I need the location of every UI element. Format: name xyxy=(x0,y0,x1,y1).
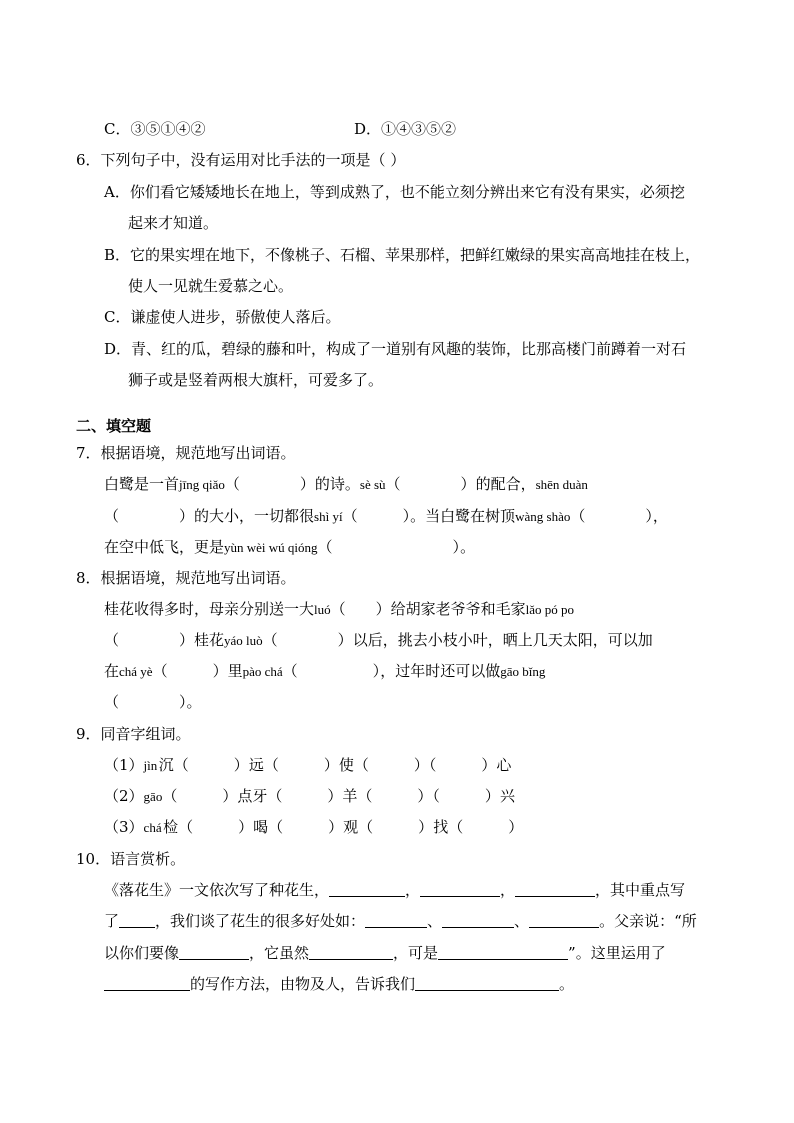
q8-text: 里 xyxy=(227,662,243,680)
q10-text: ，它虽然 xyxy=(249,944,310,962)
row-label: （3） xyxy=(104,818,144,836)
answer-blank[interactable]: （ ） xyxy=(267,787,343,805)
answer-blank[interactable]: （ ） xyxy=(342,507,411,525)
q9-row-2 xyxy=(104,787,515,806)
answer-blank[interactable] xyxy=(438,945,568,960)
q10-punct: 、 xyxy=(427,912,443,930)
answer-blank[interactable] xyxy=(119,913,155,928)
answer-blank[interactable]: （ ） xyxy=(353,756,429,774)
q10-line2 xyxy=(104,912,697,930)
q5-option-d: D．①④③⑤② xyxy=(354,120,457,138)
q10-line1 xyxy=(104,881,685,899)
answer-blank[interactable]: （ ） xyxy=(357,787,433,805)
q6-option-d-line2: 狮子或是竖着两根大旗杆，可爱多了。 xyxy=(128,371,384,389)
pinyin-prompt: gāo bǐng xyxy=(500,664,546,679)
q10-text: 了 xyxy=(104,912,120,930)
q8-text: 桂花 xyxy=(194,631,225,649)
q6-option-d-line1: D．青、红的瓜，碧绿的藤和叶，构成了一道别有风趣的装饰，比那高楼门前蹲着一对石 xyxy=(104,340,687,358)
answer-blank[interactable]: （ ） xyxy=(224,475,315,493)
answer-blank[interactable]: （ ） xyxy=(448,818,524,836)
q7-line1 xyxy=(104,475,588,494)
answer-blank[interactable]: （ ） xyxy=(268,818,344,836)
answer-blank[interactable]: （ ） xyxy=(104,693,187,711)
pinyin-prompt: gāo xyxy=(143,789,163,804)
word-char: 沉 xyxy=(158,756,174,774)
pinyin-prompt: luó xyxy=(314,602,331,617)
answer-blank[interactable]: （ ） xyxy=(385,475,476,493)
q8-text: ，过年时还可以做 xyxy=(380,662,501,680)
row-label: （1） xyxy=(104,756,144,774)
pinyin-prompt: chá yè xyxy=(119,664,153,679)
q7-stem: 7．根据语境，规范地写出词语。 xyxy=(76,444,296,462)
q7-line2: （ ）的大小，一切都很shì yí（ ）。当白鹭在树顶wàng shào（ ）， xyxy=(104,507,668,525)
answer-blank[interactable]: （ ） xyxy=(570,507,653,525)
q7-text: 的诗。 xyxy=(314,475,360,493)
pinyin-prompt: shēn duàn xyxy=(535,477,588,492)
row-label: （2） xyxy=(104,787,144,805)
q6-option-c: C．谦虚使人进步，骄傲使人落后。 xyxy=(104,308,341,326)
answer-blank[interactable]: （ ） xyxy=(178,818,254,836)
word-char: 牙 xyxy=(252,787,268,805)
q10-text: ，我们谈了花生的很多好处如： xyxy=(155,912,366,930)
q7-text: 的大小，一切都很 xyxy=(194,507,315,525)
answer-blank[interactable] xyxy=(420,882,500,897)
q7-text: 的配合， xyxy=(475,475,536,493)
q10-text: 的写作方法，由物及人，告诉我们 xyxy=(190,975,416,993)
q6-option-a-line2: 起来才知道。 xyxy=(128,214,219,232)
q6-stem: 6．下列句子中，没有运用对比手法的一项是（ ） xyxy=(76,151,406,169)
word-char: 观 xyxy=(343,818,359,836)
word-char: 使 xyxy=(338,756,354,774)
answer-blank[interactable]: （ ） xyxy=(432,787,500,805)
q9-row-1 xyxy=(104,756,511,775)
q10-punct: ， xyxy=(405,881,421,899)
pinyin-prompt: chá xyxy=(143,820,162,835)
answer-blank[interactable]: （ ） xyxy=(173,756,249,774)
q7-text: 。当白鹭在树顶 xyxy=(410,507,516,525)
q10-stem: 10．语言赏析。 xyxy=(76,850,186,868)
word-char: 心 xyxy=(496,756,512,774)
q10-punct: ， xyxy=(500,881,516,899)
q7-text: 白鹭是一首 xyxy=(104,475,180,493)
answer-blank[interactable] xyxy=(515,882,595,897)
q10-line3 xyxy=(104,944,666,962)
pinyin-prompt: yáo luò xyxy=(224,633,263,648)
pinyin-prompt: yùn wèi wú qióng xyxy=(224,540,318,555)
q8-text: 给胡家老爷爷和毛家 xyxy=(390,600,526,618)
answer-blank[interactable] xyxy=(365,913,427,928)
q8-stem: 8．根据语境，规范地写出词语。 xyxy=(76,569,296,587)
q10-text: ，可是 xyxy=(393,944,439,962)
answer-blank[interactable] xyxy=(309,945,393,960)
q10-text: ，其中重点写 xyxy=(595,881,686,899)
q9-stem: 9．同音字组词。 xyxy=(76,725,191,743)
pinyin-prompt: lǎo pó po xyxy=(525,602,575,617)
q10-text: 《落花生》一文依次写了种花生， xyxy=(104,881,330,899)
q6-option-b-line2: 使人一见就生爱慕之心。 xyxy=(128,277,294,295)
pinyin-prompt: jīng qiǎo xyxy=(179,477,225,492)
answer-blank[interactable] xyxy=(329,882,405,897)
q8-text: 桂花收得多时，母亲分别送一大 xyxy=(104,600,315,618)
q8-text: 以后，挑去小枝小叶，晒上几天太阳，可以加 xyxy=(352,631,653,649)
answer-blank[interactable]: （ ） xyxy=(263,756,339,774)
word-char: 找 xyxy=(433,818,449,836)
answer-blank[interactable]: （ ） xyxy=(152,662,228,680)
q5-option-c: C．③⑤①④② xyxy=(104,120,206,138)
word-char: 检 xyxy=(163,818,179,836)
q7-line3: 在空中低飞，更是yùn wèi wú qióng（ ）。 xyxy=(104,538,476,556)
answer-blank[interactable]: （ ） xyxy=(358,818,434,836)
word-char: 点 xyxy=(237,787,253,805)
word-char: 远 xyxy=(248,756,264,774)
q10-punct: 。 xyxy=(559,975,575,993)
answer-blank[interactable]: （ ） xyxy=(104,631,195,649)
q8-line2 xyxy=(104,631,653,650)
q8-text: 在 xyxy=(104,662,120,680)
answer-blank[interactable] xyxy=(104,976,190,991)
pinyin-prompt: sè sù xyxy=(359,477,386,492)
q10-line4 xyxy=(104,975,574,993)
answer-blank[interactable]: （ ） xyxy=(104,507,195,525)
pinyin-prompt: wàng shào xyxy=(515,509,571,524)
answer-blank[interactable] xyxy=(415,976,559,991)
q6-option-b-line1: B．它的果实埋在地下，不像桃子、石榴、苹果那样，把鲜红嫩绿的果实高高地挂在枝上， xyxy=(104,246,701,264)
answer-blank[interactable] xyxy=(179,945,249,960)
answer-blank[interactable]: （ ） xyxy=(162,787,238,805)
pinyin-prompt: pào chá xyxy=(242,664,283,679)
q9-row-3 xyxy=(104,818,523,837)
q10-punct: 、 xyxy=(514,912,530,930)
q10-text: 以你们要像 xyxy=(104,944,180,962)
q7-text: 在空中低飞，更是 xyxy=(104,538,225,556)
answer-blank[interactable]: （ ） xyxy=(330,600,391,618)
q8-line1 xyxy=(104,600,574,619)
answer-blank[interactable]: （ ） xyxy=(428,756,497,774)
q6-option-a-line1: A．你们看它矮矮地长在地上，等到成熟了，也不能立刻分辨出来它有没有果实，必须挖 xyxy=(104,183,685,201)
answer-blank[interactable] xyxy=(529,913,599,928)
pinyin-prompt: jìn xyxy=(143,758,158,773)
answer-blank[interactable]: （ ） xyxy=(317,538,461,556)
section-heading: 二、填空题 xyxy=(76,417,152,435)
answer-blank[interactable] xyxy=(442,913,514,928)
q8-line3 xyxy=(104,662,545,681)
word-char: 羊 xyxy=(342,787,358,805)
q8-line4: （ ）。 xyxy=(104,693,202,711)
pinyin-prompt: shì yí xyxy=(314,509,343,524)
answer-blank[interactable]: （ ） xyxy=(262,631,353,649)
word-char: 兴 xyxy=(499,787,515,805)
answer-blank[interactable]: （ ） xyxy=(282,662,381,680)
q10-text: ”。这里运用了 xyxy=(568,944,666,962)
q10-text: 。父亲说：“所 xyxy=(599,912,697,930)
word-char: 喝 xyxy=(253,818,269,836)
